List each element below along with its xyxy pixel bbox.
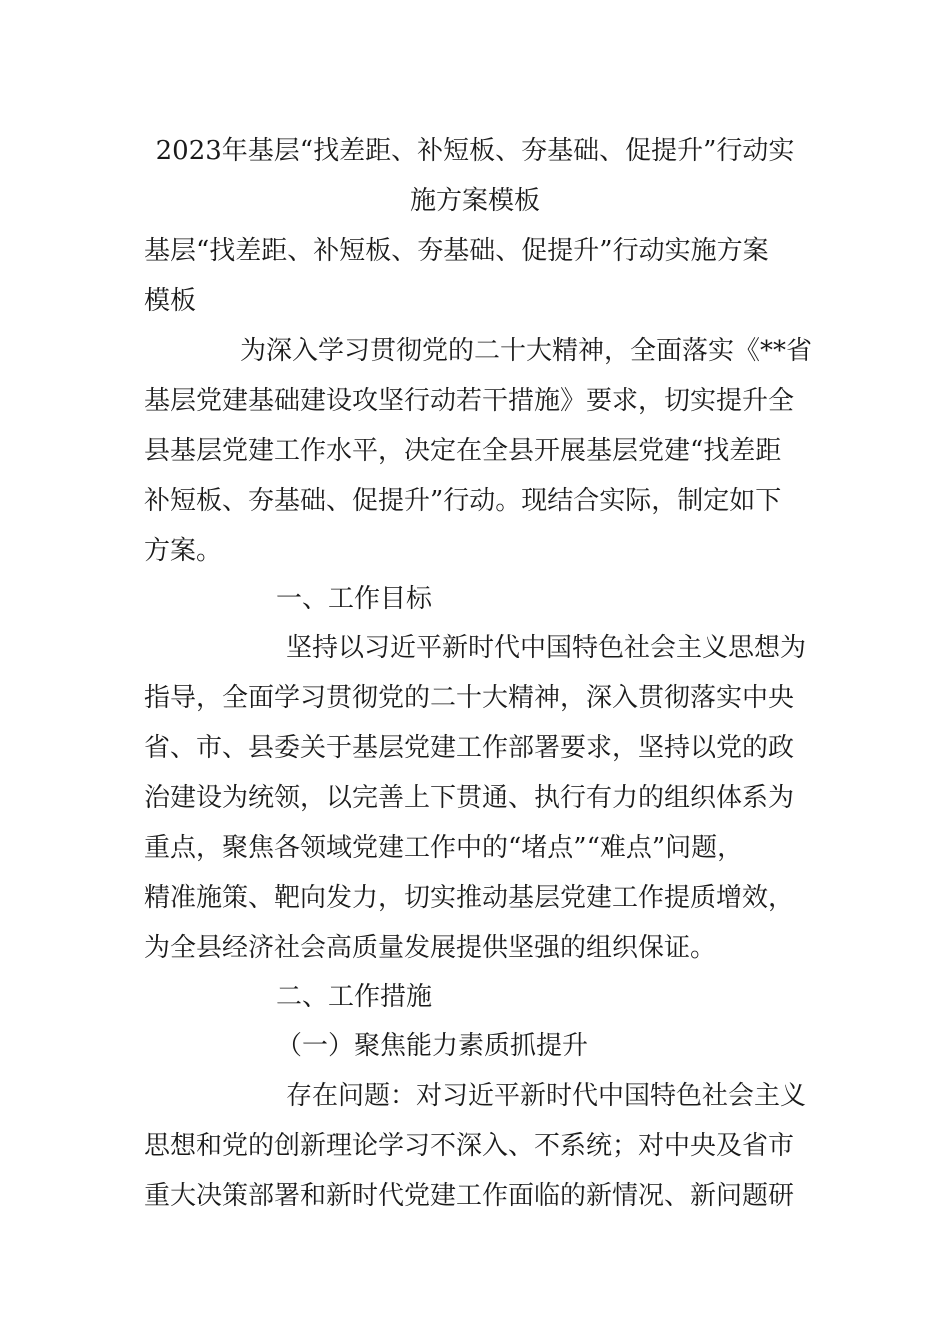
subtitle-line-2: 模板 [144,286,197,316]
intro-paragraph-line-5: 方案。 [144,536,223,566]
document-title-line-1: 2023年基层“找差距、补短板、夯基础、促提升”行动实 [155,136,795,166]
document-title-line-2: 施方案模板 [409,186,540,216]
goals-paragraph-line-3: 省、市、县委关于基层党建工作部署要求，坚持以党的政 [144,733,795,763]
section-heading-goals: 一、工作目标 [276,584,433,614]
goals-paragraph-line-4: 治建设为统领，以完善上下贯通、执行有力的组织体系为 [144,783,795,813]
goals-paragraph-line-2: 指导，全面学习贯彻党的二十大精神，深入贯彻落实中央 [144,683,795,713]
intro-paragraph-line-1: 为深入学习贯彻党的二十大精神，全面落实《**省 [240,336,813,366]
problems-paragraph-line-1: 存在问题：对习近平新时代中国特色社会主义 [286,1081,807,1111]
goals-paragraph-line-5: 重点，聚焦各领域党建工作中的“堵点”“难点”问题， [144,833,744,863]
intro-paragraph-line-3: 县基层党建工作水平，决定在全县开展基层党建“找差距 [144,436,782,466]
goals-paragraph-line-1: 坚持以习近平新时代中国特色社会主义思想为 [286,633,807,663]
problems-paragraph-line-3: 重大决策部署和新时代党建工作面临的新情况、新问题研 [144,1181,795,1211]
subtitle-line-1: 基层“找差距、补短板、夯基础、促提升”行动实施方案 [144,236,769,266]
problems-paragraph-line-2: 思想和党的创新理论学习不深入、不系统；对中央及省市 [144,1131,795,1161]
subsection-heading-1: （一）聚焦能力素质抓提升 [276,1031,589,1061]
intro-paragraph-line-4: 补短板、夯基础、促提升”行动。现结合实际，制定如下 [144,486,782,516]
goals-paragraph-line-6: 精准施策、靶向发力，切实推动基层党建工作提质增效， [144,883,795,913]
goals-paragraph-line-7: 为全县经济社会高质量发展提供坚强的组织保证。 [144,933,717,963]
section-heading-measures: 二、工作措施 [276,982,433,1012]
intro-paragraph-line-2: 基层党建基础建设攻坚行动若干措施》要求，切实提升全 [144,386,795,416]
